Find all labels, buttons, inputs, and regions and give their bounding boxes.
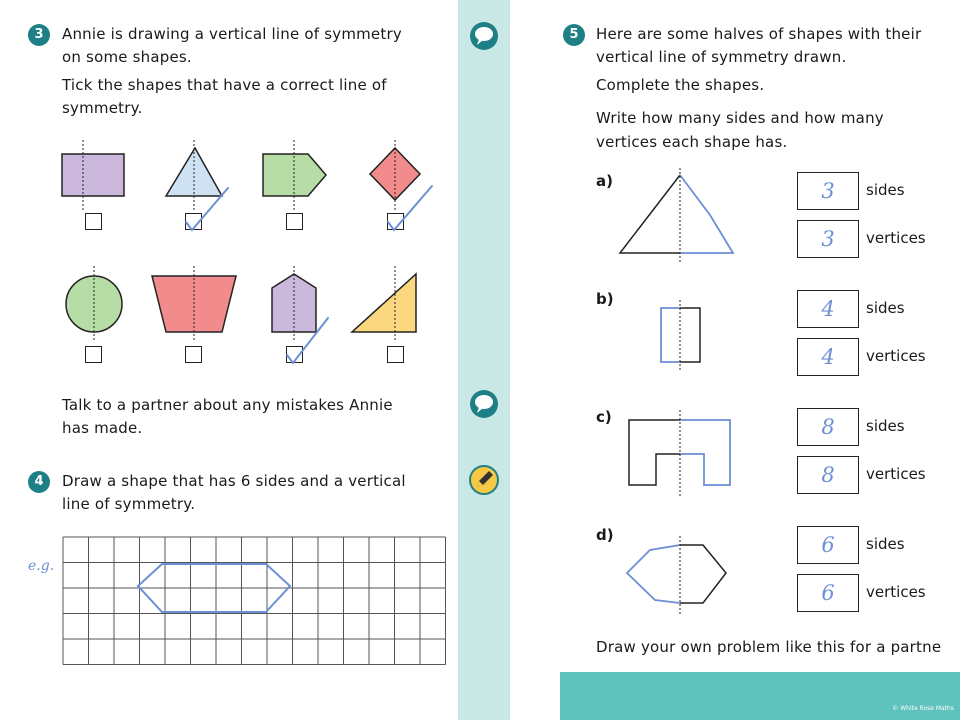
sides-label: sides: [866, 299, 905, 317]
q5-footer-text: Draw your own problem like this for a partne: [596, 638, 942, 656]
answer-d-sides[interactable]: 6: [797, 526, 859, 564]
answer-d-vertices[interactable]: 6: [797, 574, 859, 612]
sides-label: sides: [866, 181, 905, 199]
part-label-c: c): [596, 408, 612, 426]
sides-label: sides: [866, 535, 905, 553]
speech-bubble-icon: [468, 20, 500, 52]
q5-text-line5: vertices each shape has.: [596, 133, 788, 151]
answer-c-sides[interactable]: 8: [797, 408, 859, 446]
part-label-a: a): [596, 172, 613, 190]
vertices-label: vertices: [866, 583, 926, 601]
answer-b-vertices[interactable]: 4: [797, 338, 859, 376]
drawing-grid[interactable]: [60, 534, 450, 668]
part-label-b: b): [596, 290, 614, 308]
q3-talk-line1: Talk to a partner about any mistakes Annie: [62, 396, 393, 414]
speech-bubble-icon: [468, 388, 500, 420]
tick-mark-7: [287, 318, 328, 363]
answer-a-vertices[interactable]: 3: [797, 220, 859, 258]
q3-text-line2: on some shapes.: [62, 48, 192, 66]
answer-a-sides[interactable]: 3: [797, 172, 859, 210]
example-label: e.g.: [28, 558, 55, 574]
sides-label: sides: [866, 417, 905, 435]
q4-text-line2: line of symmetry.: [62, 495, 196, 513]
q5-shapes-figure: [600, 160, 800, 620]
part-label-d: d): [596, 526, 614, 544]
question-number-4: 4: [28, 471, 50, 493]
tick-mark-4: [388, 186, 432, 230]
q5-text-line4: Write how many sides and how many: [596, 109, 884, 127]
tick-mark-2: [186, 188, 228, 230]
q3-talk-line2: has made.: [62, 419, 143, 437]
q3-text-line4: symmetry.: [62, 99, 143, 117]
vertices-label: vertices: [866, 347, 926, 365]
footer-band: [560, 672, 960, 720]
q5-text-line1: Here are some halves of shapes with their: [596, 25, 922, 43]
page-divider: [458, 0, 510, 720]
q5-text-line3: Complete the shapes.: [596, 76, 765, 94]
question-number-3: 3: [28, 24, 50, 46]
answer-c-vertices[interactable]: 8: [797, 456, 859, 494]
copyright-text: © White Rose Maths: [892, 705, 954, 712]
vertices-label: vertices: [866, 229, 926, 247]
vertices-label: vertices: [866, 465, 926, 483]
q3-text-line3: Tick the shapes that have a correct line of: [62, 76, 387, 94]
question-number-5: 5: [563, 24, 585, 46]
q4-text-line1: Draw a shape that has 6 sides and a vertical: [62, 472, 406, 490]
pencil-icon: [468, 464, 500, 496]
answer-b-sides[interactable]: 4: [797, 290, 859, 328]
handwritten-ticks: [0, 0, 460, 400]
q5-text-line2: vertical line of symmetry drawn.: [596, 48, 847, 66]
q3-text-line1: Annie is drawing a vertical line of symmetry: [62, 25, 402, 43]
